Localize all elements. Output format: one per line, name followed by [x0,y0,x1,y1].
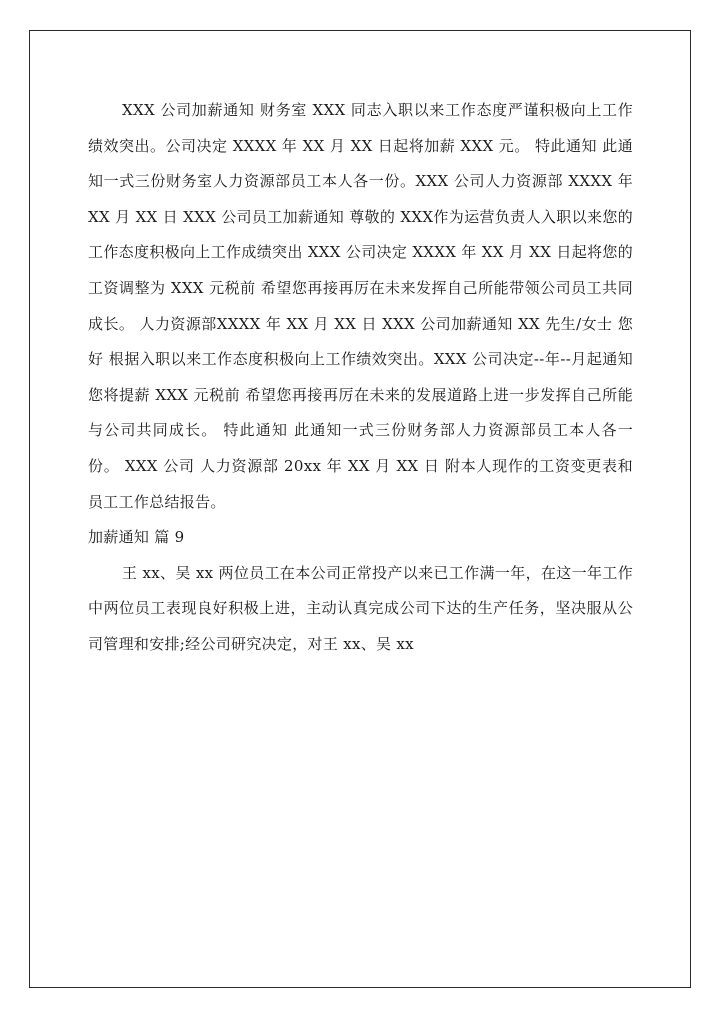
document-body [88,93,633,663]
paragraph-employee-raise: 王 xx、吴 xx 两位员工在本公司正常投产以来已工作满一年，在这一年工作中两位员工表现良好积极上进，主动认真完成公司下达的生产任务，坚决服从公司管理和安排;经公司研究决定，对王 xx、吴 xx [88,563,633,653]
paragraph-salary-notices: XXX 公司加薪通知 财务室 XXX 同志入职以来工作态度严谨积极向上工作绩效突出。公司决定 XXXX 年 XX 月 XX 日起将加薪 XXX 元。 特此通知 此通知一式三份财务室人力资源部员工本人各一份。XXX 公司人力资源部 XXXX 年 XX 月 XX 日 XXX 公司员工加薪通知 尊敬的 XXX作为运营负责人入职以来您的工作态度积极向上工作成绩突出 XXX 公司决定 XXXX 年 XX 月 XX 日起将您的工资调整为 XXX 元税前 希望您再接再厉在未来发挥自己所能带领公司员工共同成长。 人力资源部XXXX 年 XX 月 XX 日 XXX 公司加薪通知 XX 先生/女士 您好 根据入职以来工作态度积极向上工作绩效突出。XXX 公司决定--年--月起通知您将提薪 XXX 元税前 希望您再接再厉在未来的发展道路上进一步发挥自己所能与公司共同成长。 特此通知 此通知一式三份财务部人力资源部员工本人各一份。 XXX 公司 人力资源部 20xx 年 XX 月 XX 日 附本人现作的工资变更表和员工工作总结报告。 [88,101,633,511]
section-heading: 加薪通知 篇 9 [88,528,185,547]
